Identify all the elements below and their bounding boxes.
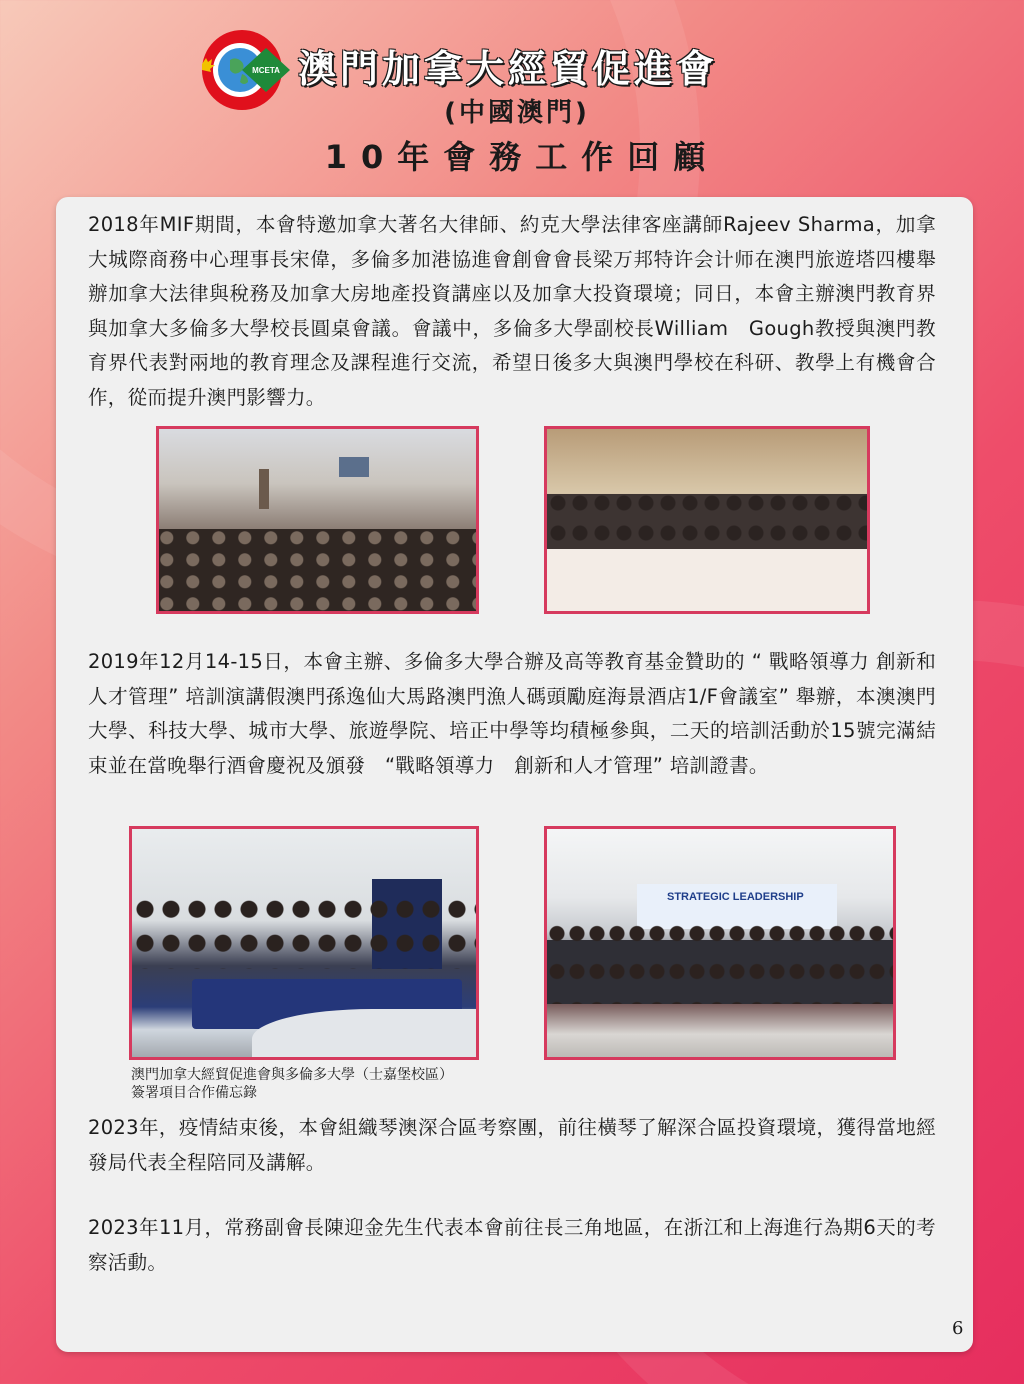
photo-banner-text: STRATEGIC LEADERSHIP xyxy=(667,891,804,903)
photo-mou-signing xyxy=(129,826,479,1060)
page-number: 6 xyxy=(952,1318,964,1339)
photo-training-graduation xyxy=(544,826,896,1060)
photo-roundtable-meeting xyxy=(544,426,870,614)
caption-line-2: 簽署項目合作備忘錄 xyxy=(131,1085,257,1101)
caption-line-1: 澳門加拿大經貿促進會與多倫多大學（士嘉堡校區） xyxy=(131,1067,453,1083)
paragraph-2023-hengqin: 2023年，疫情結束後，本會組織琴澳深合區考察團，前往橫琴了解深合區投資環境，獲得當地經發局代表全程陪同及講解。 xyxy=(88,1116,936,1174)
organization-subtitle: (中國澳門) xyxy=(444,98,590,128)
page-header xyxy=(0,0,1024,190)
photo-caption xyxy=(131,1066,491,1102)
organization-title: 澳門加拿大經貿促進會 xyxy=(298,47,719,91)
photo-seminar-audience xyxy=(156,426,479,614)
review-title: 10年會務工作回顧 xyxy=(324,138,720,176)
paragraph-2019-training: 2019年12月14-15日，本會主辦、多倫多大學合辦及高等教育基金贊助的 “ 戰略領導力 創新和人才管理” 培訓演講假澳門孫逸仙大馬路澳門漁人碼頭勵庭海景酒店1/F會議室” 舉辦，本澳澳門大學、科技大學、城市大學、旅遊學院、培正中學等均積極參與，二天的培訓活動於15號完滿結束並在當晚舉行酒會慶祝及頒發 “戰略領導力 創新和人才管理” 培訓證書。 xyxy=(88,650,936,777)
logo-text: MCETA xyxy=(252,66,280,75)
paragraph-2023-nov-yangtze: 2023年11月，常務副會長陳迎金先生代表本會前往長三角地區，在浙江和上海進行為期6天的考察活動。 xyxy=(88,1216,936,1274)
paragraph-2018-mif: 2018年MIF期間，本會特邀加拿大著名大律師、約克大學法律客座講師Rajeev Sharma，加拿大城際商務中心理事長宋偉，多倫多加港協進會創會會長梁万邦特许会计师在澳門旅遊塔四樓舉辦加拿大法律與稅務及加拿大房地產投資講座以及加拿大投資環境；同日，本會主辦澳門教育界與加拿大多倫多大學校長圓桌會議。會議中，多倫多大學副校長William Gough教授與澳門教育界代表對兩地的教育理念及課程進行交流，希望日後多大與澳門學校在科研、教學上有機會合作，從而提升澳門影響力。 xyxy=(88,213,936,409)
